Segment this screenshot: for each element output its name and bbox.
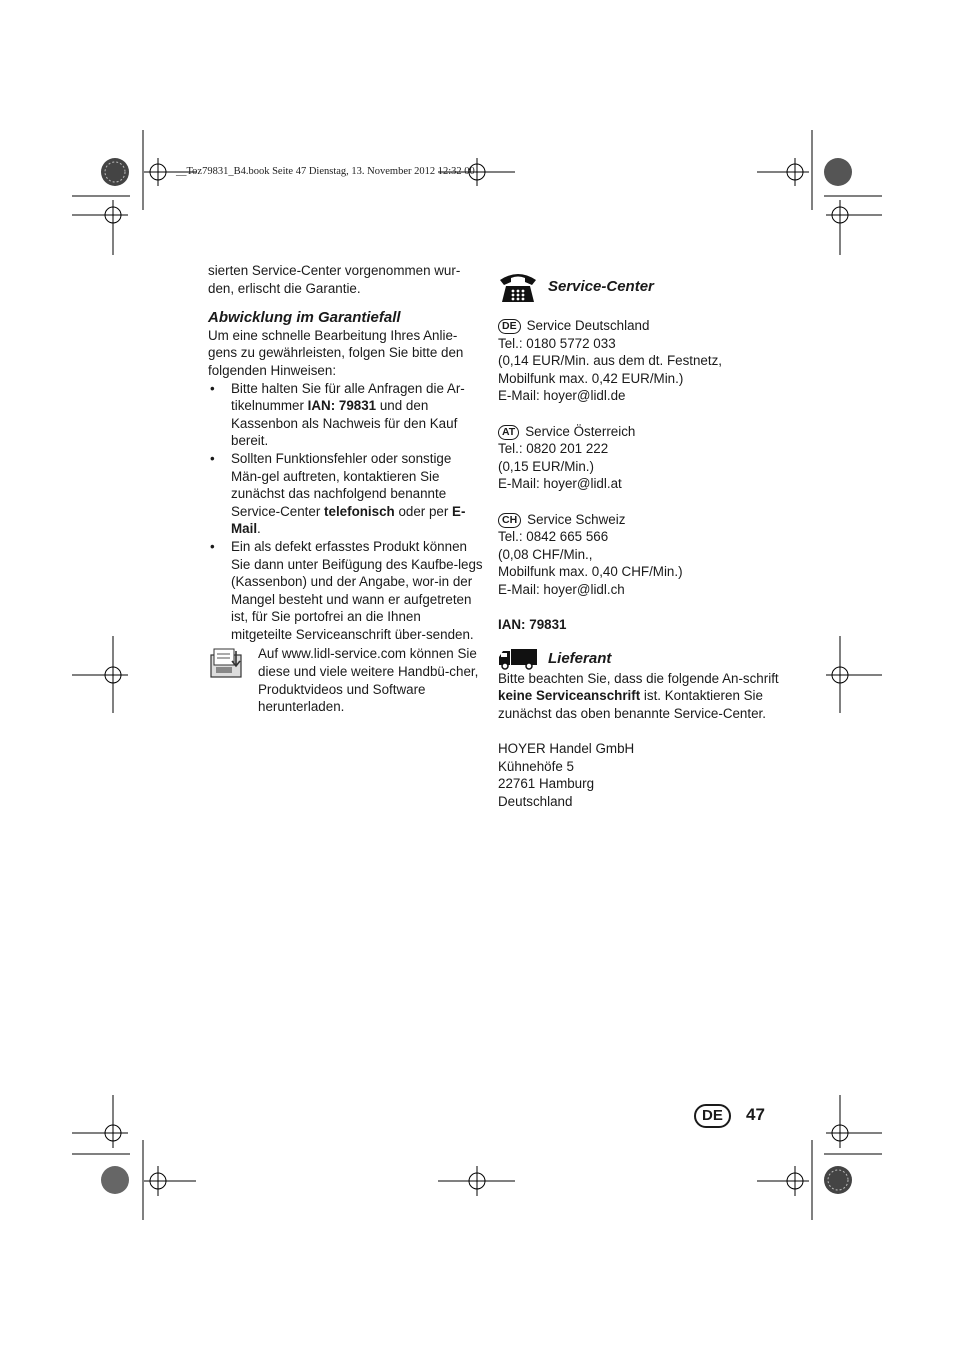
color-target-icon [101, 158, 129, 186]
supplier-heading-row [498, 648, 788, 670]
list-item: • Sollten Funktionsfehler oder sonstige Män-gel auftreten, kontaktieren Sie zunächst das nachfolgend benannte Service-Center telefonisch oder per E-Mail. [208, 450, 483, 538]
service-de: DE Service Deutschland Tel.: 0180 5772 033 (0,14 EUR/Min. aus dem dt. Festnetz, Mobilfunk max. 0,42 EUR/Min.) E-Mail: hoyer@lidl.de [498, 318, 723, 404]
page-number: 47 [746, 1105, 765, 1124]
language-badge: DE [694, 1104, 731, 1128]
download-note [208, 645, 483, 715]
registration-mark-icon [826, 636, 882, 713]
service-at: AT Service Österreich Tel.: 0820 201 222 (0,15 EUR/Min.) E-Mail: hoyer@lidl.at [498, 423, 636, 492]
registration-mark-icon [438, 1166, 515, 1196]
service-center-heading: Service-Center [548, 278, 654, 296]
supplier-heading: Lieferant [548, 649, 612, 667]
intro-text: sierten Service-Center vorgenommen wur-den, erlischt die Garantie. [208, 263, 461, 296]
warranty-intro: Um eine schnelle Bearbeitung Ihres Anlie-gens zu gewährleisten, folgen Sie bitte den folgenden Hinweisen: [208, 327, 464, 378]
supplier-note: Bitte beachten Sie, dass die folgende An-schrift keine Serviceanschrift ist. Kontaktieren Sie zunächst das oben benannte Service-Center. [498, 670, 779, 721]
print-slug: __Toz79831_B4.book Seite 47 Dienstag, 13. November 2012 12:32 00 [176, 166, 475, 177]
supplier-address: HOYER Handel GmbH Kühnehöfe 5 22761 Hamburg Deutschland [498, 741, 635, 809]
registration-mark-icon [757, 1166, 809, 1196]
registration-mark-icon [826, 200, 882, 255]
registration-mark-icon [826, 1095, 882, 1148]
registration-mark-icon [72, 1095, 128, 1148]
manual-download-icon [208, 645, 248, 681]
telephone-icon [498, 270, 538, 304]
registration-mark-icon [757, 158, 809, 186]
warranty-heading: Abwicklung im Garantiefall [208, 309, 401, 327]
country-badge-at: AT [498, 425, 519, 440]
country-badge-de: DE [498, 319, 521, 334]
country-badge-ch: CH [498, 513, 521, 528]
truck-icon [498, 648, 538, 670]
list-item: • Ein als defekt erfasstes Produkt können Sie dann unter Beifügung des Kaufbe-legs (Kassenbon) und der Angabe, wor-in der Mangel besteht und wann er aufgetreten ist, für Sie portofrei an die Ihnen mitgeteilte Serviceanschrift über-senden. [208, 538, 483, 644]
color-target-icon [824, 1166, 852, 1194]
list-item: • Bitte halten Sie für alle Anfragen die Ar-tikelnummer IAN: 79831 und den Kassenbon als Nachweis für den Kauf bereit. [208, 380, 483, 450]
registration-mark-icon [144, 1166, 196, 1196]
left-column [208, 262, 483, 716]
right-column [498, 270, 788, 810]
service-center-heading-row [498, 270, 788, 304]
warranty-steps [208, 380, 483, 644]
color-target-icon [824, 158, 852, 186]
registration-mark-icon [72, 636, 128, 713]
color-target-icon [101, 1166, 129, 1194]
ian-number: IAN: 79831 [498, 617, 567, 633]
registration-mark-icon [72, 200, 128, 255]
download-text: Auf www.lidl-service.com können Sie diese und viele weitere Handbü-cher, Produktvideos und Software herunterladen. [258, 646, 479, 715]
service-ch: CH Service Schweiz Tel.: 0842 665 566 (0,08 CHF/Min., Mobilfunk max. 0,40 CHF/Min.) E-Mail: hoyer@lidl.ch [498, 511, 683, 597]
